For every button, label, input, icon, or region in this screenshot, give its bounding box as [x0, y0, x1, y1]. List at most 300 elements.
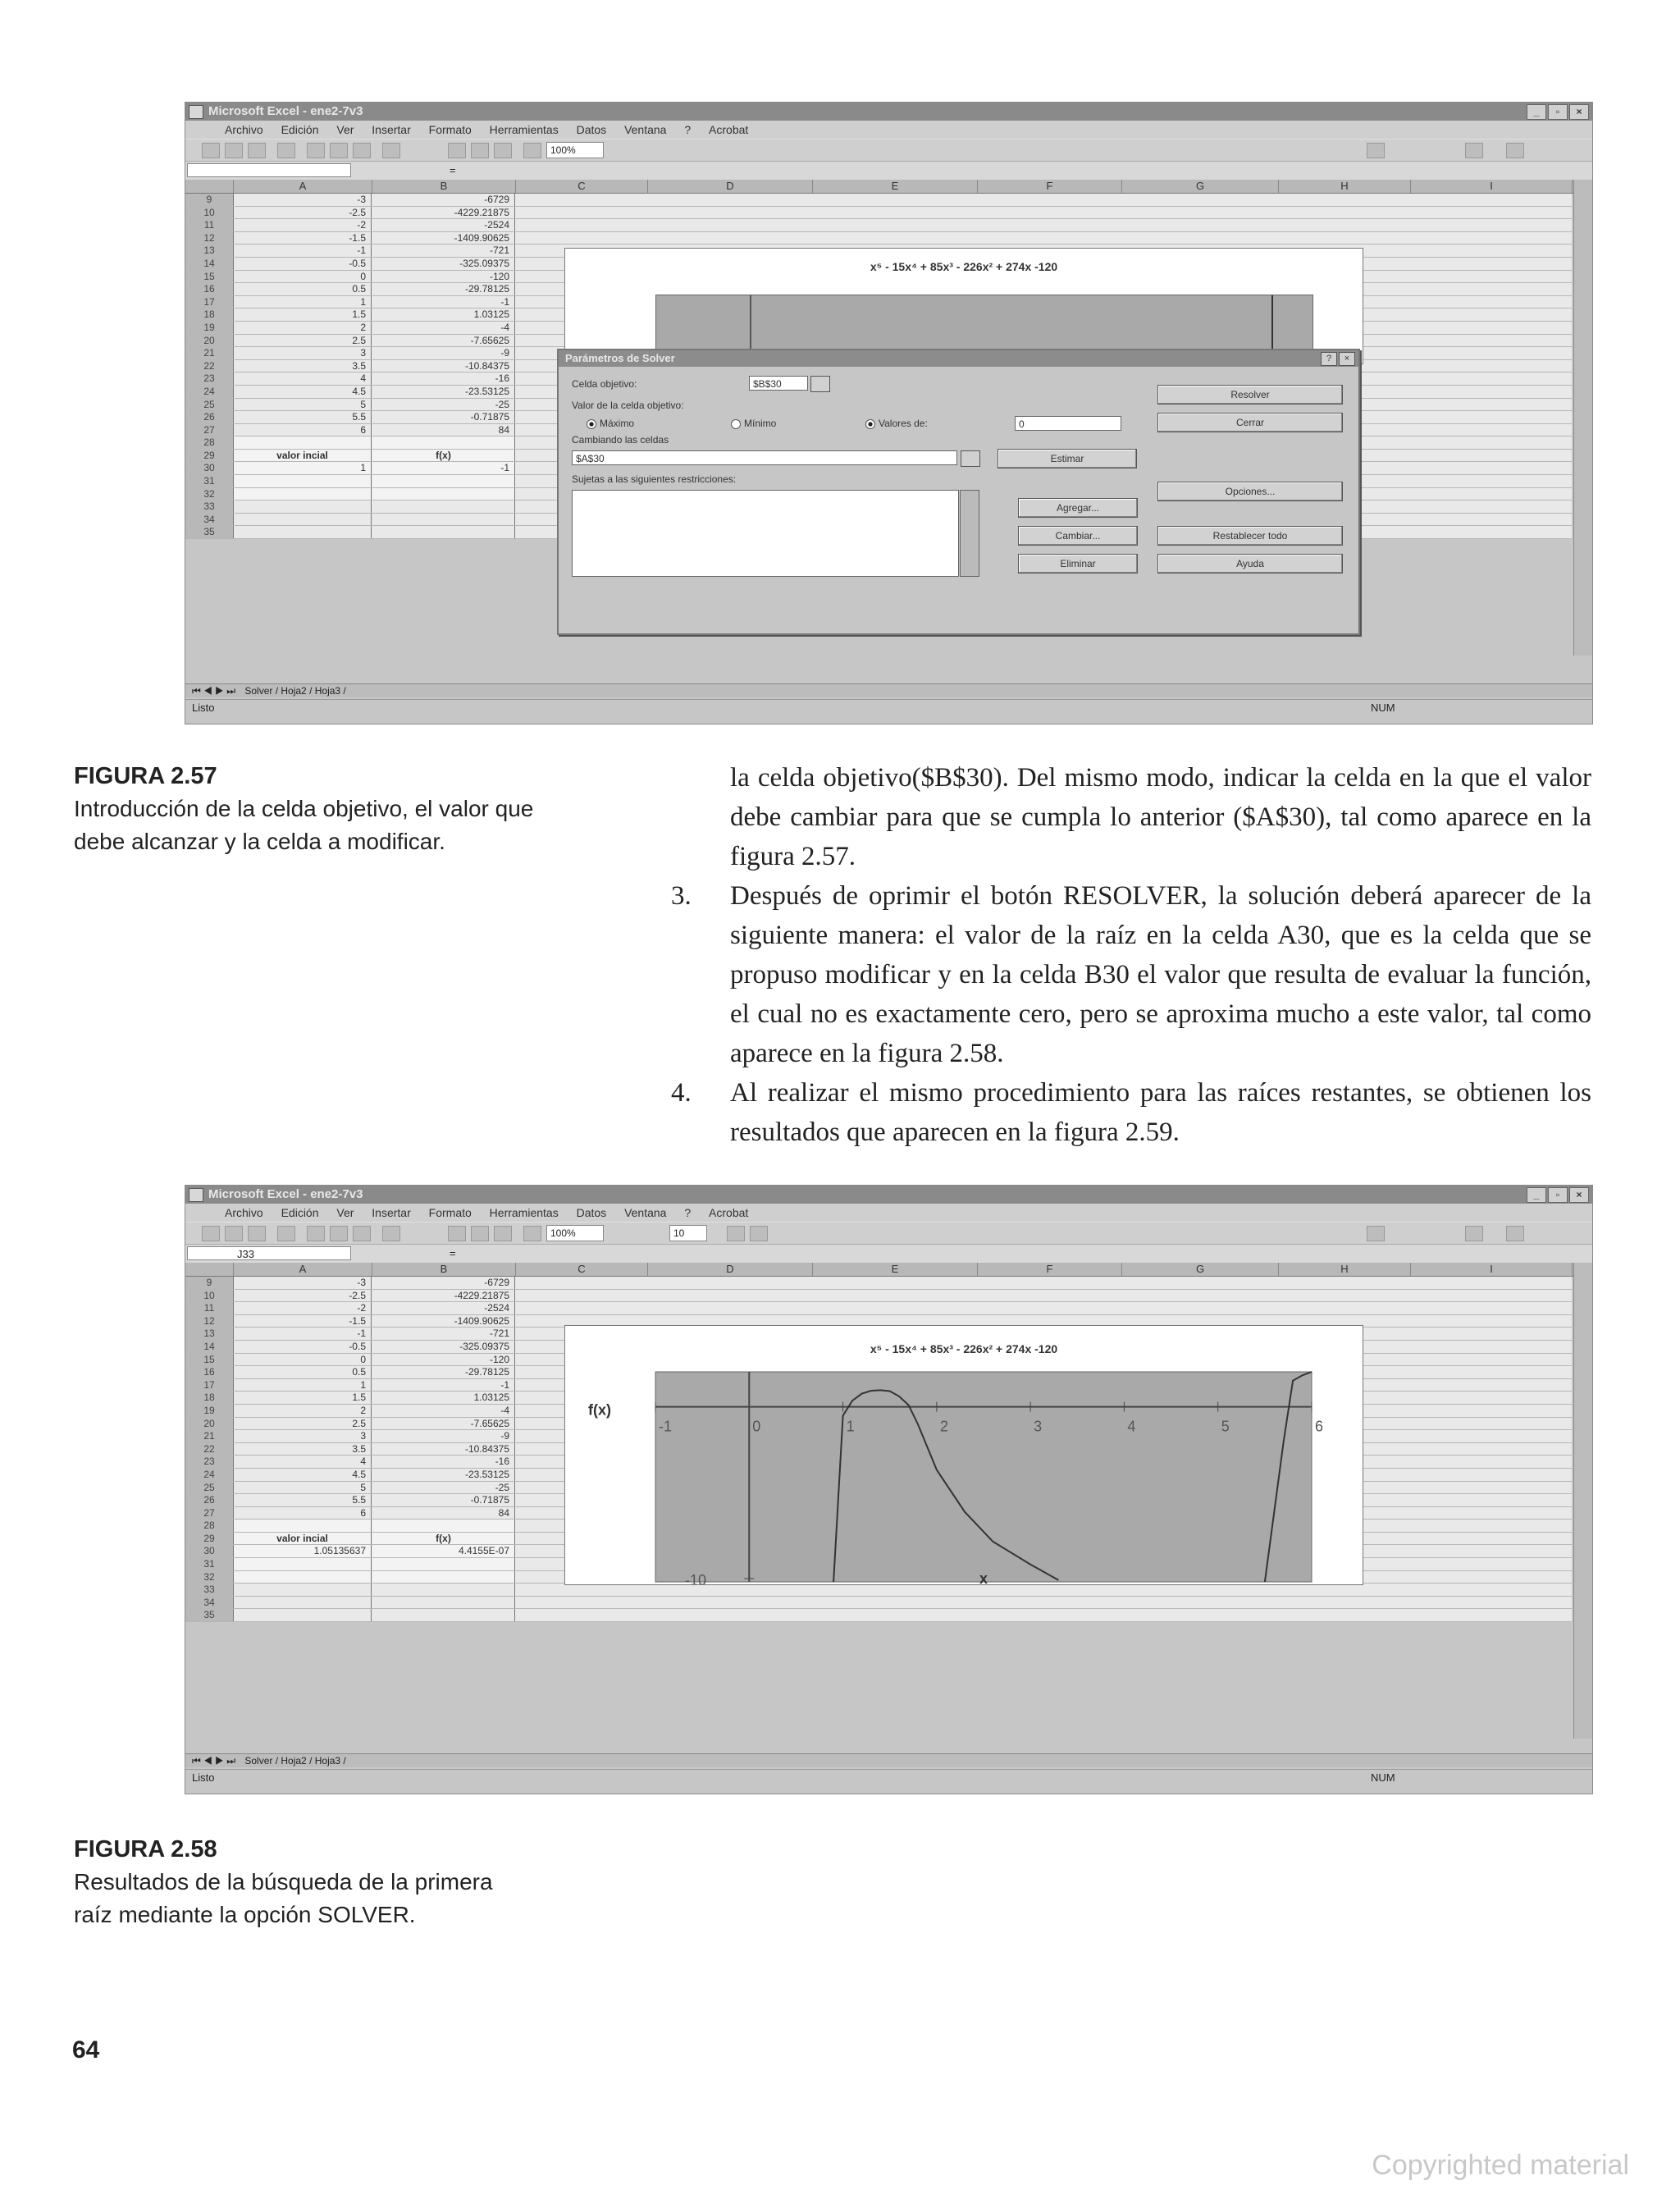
- cell-a[interactable]: 5: [234, 1482, 372, 1494]
- row-header[interactable]: 12: [185, 232, 234, 245]
- cell-a[interactable]: [234, 1520, 372, 1532]
- menu-acrobat[interactable]: Acrobat: [709, 1206, 749, 1219]
- minimize-icon[interactable]: _: [1527, 104, 1546, 120]
- cell-a[interactable]: 1.5: [234, 308, 372, 321]
- cell-b[interactable]: -9: [372, 1430, 515, 1442]
- open-icon[interactable]: [225, 1226, 243, 1241]
- sheet-tabs[interactable]: [185, 683, 1592, 697]
- column-header[interactable]: G: [1122, 180, 1279, 193]
- target-cell-input[interactable]: $B$30: [749, 376, 808, 391]
- cell-b[interactable]: -6729: [372, 1277, 515, 1289]
- excel-app-icon: [189, 1188, 203, 1202]
- cell-b[interactable]: -1: [372, 462, 515, 474]
- ayuda-button[interactable]: Ayuda: [1157, 554, 1343, 574]
- row-header[interactable]: 16: [185, 283, 234, 295]
- menu-insertar[interactable]: Insertar: [372, 123, 411, 136]
- cell-a[interactable]: 3.5: [234, 360, 372, 372]
- row-header[interactable]: 28: [185, 1520, 234, 1532]
- cell-b[interactable]: -4: [372, 1405, 515, 1417]
- column-header[interactable]: D: [648, 180, 813, 193]
- row-header[interactable]: 18: [185, 308, 234, 321]
- row-header[interactable]: 32: [185, 1571, 234, 1584]
- decimal-icon[interactable]: [1367, 1226, 1385, 1241]
- open-icon[interactable]: [225, 143, 243, 158]
- cell-b[interactable]: -10.84375: [372, 1443, 515, 1456]
- column-header[interactable]: E: [813, 180, 978, 193]
- vertical-scrollbar[interactable]: [1573, 1263, 1592, 1739]
- cell-a[interactable]: 3: [234, 347, 372, 359]
- menu-herramientas[interactable]: Herramientas: [489, 123, 559, 136]
- cell-b[interactable]: -16: [372, 372, 515, 385]
- cell-a[interactable]: 1.5: [234, 1392, 372, 1404]
- copy-icon[interactable]: [330, 1226, 348, 1241]
- row-header[interactable]: 21: [185, 347, 234, 359]
- collapse-dialog-icon[interactable]: [810, 376, 830, 392]
- cell-a[interactable]: 1: [234, 296, 372, 308]
- cell-a[interactable]: -0.5: [234, 1341, 372, 1353]
- italic-icon[interactable]: [750, 1226, 768, 1241]
- select-all-corner[interactable]: [185, 1263, 234, 1276]
- column-header[interactable]: C: [516, 1263, 648, 1276]
- cell-b[interactable]: f(x): [372, 450, 515, 462]
- column-header[interactable]: H: [1279, 180, 1411, 193]
- close-icon[interactable]: ×: [1569, 104, 1589, 120]
- constraints-label: Sujetas a las siguientes restricciones:: [572, 473, 737, 485]
- chart-wizard-icon[interactable]: [523, 1226, 541, 1241]
- cell-a[interactable]: -1.5: [234, 1315, 372, 1328]
- changing-cells-label: Cambiando las celdas: [572, 434, 669, 446]
- row-header[interactable]: 30: [185, 1545, 234, 1557]
- figure-caption: Resultados de la búsqueda de la primera raíz mediante la opción SOLVER.: [74, 1869, 493, 1927]
- cell-a[interactable]: 3.5: [234, 1443, 372, 1456]
- cell-b[interactable]: -29.78125: [372, 283, 515, 295]
- column-headers: [185, 1263, 1592, 1277]
- cell-b[interactable]: -1409.90625: [372, 1315, 515, 1328]
- cell-a[interactable]: [234, 514, 372, 526]
- opciones-button[interactable]: Opciones...: [1157, 482, 1343, 501]
- help-icon[interactable]: ?: [1321, 352, 1337, 366]
- cell-a[interactable]: -3: [234, 194, 372, 206]
- row-header[interactable]: 10: [185, 207, 234, 219]
- cell-b[interactable]: -1409.90625: [372, 232, 515, 245]
- row-header[interactable]: 23: [185, 372, 234, 385]
- cell-b[interactable]: [372, 488, 515, 500]
- sheet-tab-list[interactable]: Solver / Hoja2 / Hoja3 /: [244, 1755, 346, 1766]
- row-header[interactable]: 27: [185, 1507, 234, 1520]
- column-header[interactable]: I: [1411, 180, 1573, 193]
- column-header[interactable]: H: [1279, 1263, 1411, 1276]
- chart-title: x⁵ - 15x⁴ + 85x³ - 226x² + 274x -120: [870, 260, 1058, 273]
- cell-a[interactable]: 0: [234, 271, 372, 283]
- excel-screenshot-solver-result: [185, 1185, 1593, 1794]
- cell-b[interactable]: -7.65625: [372, 335, 515, 347]
- cell-a[interactable]: 2.5: [234, 1418, 372, 1430]
- figure-caption: Introducción de la celda objetivo, el valor que debe alcanzar y la celda a modificar.: [74, 796, 534, 854]
- cell-a[interactable]: 4.5: [234, 1469, 372, 1481]
- menu-formato[interactable]: Formato: [428, 123, 472, 136]
- row-header[interactable]: 25: [185, 1482, 234, 1494]
- row-header[interactable]: 31: [185, 475, 234, 487]
- cell-a[interactable]: -1: [234, 1328, 372, 1340]
- row-header[interactable]: 10: [185, 1290, 234, 1302]
- minimize-icon[interactable]: _: [1527, 1187, 1546, 1203]
- row-header[interactable]: 25: [185, 399, 234, 411]
- row-header[interactable]: 31: [185, 1558, 234, 1570]
- menu-ver[interactable]: Ver: [336, 123, 354, 136]
- row-header[interactable]: 15: [185, 271, 234, 283]
- menu-archivo[interactable]: Archivo: [225, 123, 263, 136]
- print-icon[interactable]: [277, 143, 295, 158]
- cell-a[interactable]: 6: [234, 1507, 372, 1520]
- row-header[interactable]: 19: [185, 1405, 234, 1417]
- cell-a[interactable]: 1.05135637: [234, 1545, 372, 1557]
- cell-a[interactable]: -2.5: [234, 1290, 372, 1302]
- row-header[interactable]: 9: [185, 194, 234, 206]
- cell-a[interactable]: 5: [234, 399, 372, 411]
- constraints-list[interactable]: [572, 490, 959, 577]
- menu-datos[interactable]: Datos: [576, 1206, 607, 1219]
- cell-b[interactable]: -325.09375: [372, 258, 515, 270]
- cell-b[interactable]: -23.53125: [372, 386, 515, 398]
- close-icon[interactable]: ×: [1339, 352, 1355, 366]
- cell-b[interactable]: -325.09375: [372, 1341, 515, 1353]
- new-icon[interactable]: [202, 143, 220, 158]
- column-header[interactable]: C: [516, 180, 648, 193]
- name-box[interactable]: [187, 163, 351, 177]
- menu-archivo[interactable]: Archivo: [225, 1206, 263, 1219]
- cell-b[interactable]: -4229.21875: [372, 1290, 515, 1302]
- vertical-scrollbar[interactable]: [1573, 180, 1592, 656]
- cut-icon[interactable]: [307, 1226, 325, 1241]
- cell-b[interactable]: [372, 1597, 515, 1609]
- cambiar-button[interactable]: Cambiar...: [1018, 526, 1138, 546]
- new-icon[interactable]: [202, 1226, 220, 1241]
- row-header[interactable]: 29: [185, 450, 234, 462]
- menu-ventana[interactable]: Ventana: [624, 1206, 667, 1219]
- row-header[interactable]: 34: [185, 1597, 234, 1609]
- menu-bar: [185, 121, 1592, 139]
- name-box[interactable]: J33: [187, 1246, 351, 1260]
- row-header[interactable]: 22: [185, 1443, 234, 1456]
- close-icon[interactable]: ×: [1569, 1187, 1589, 1203]
- row-header[interactable]: 21: [185, 1430, 234, 1442]
- cell-a[interactable]: [234, 1609, 372, 1621]
- sheet-tab-list[interactable]: Solver / Hoja2 / Hoja3 /: [244, 685, 346, 697]
- column-header[interactable]: B: [372, 180, 516, 193]
- cell-b[interactable]: -7.65625: [372, 1418, 515, 1430]
- cell-b[interactable]: -6729: [372, 194, 515, 206]
- row-header[interactable]: 11: [185, 219, 234, 231]
- restore-icon[interactable]: ▫: [1548, 104, 1568, 120]
- cell-a[interactable]: [234, 488, 372, 500]
- cell-b[interactable]: -120: [372, 271, 515, 283]
- cell-b[interactable]: 1.03125: [372, 308, 515, 321]
- cell-b[interactable]: [372, 526, 515, 538]
- cell-b[interactable]: f(x): [372, 1533, 515, 1545]
- column-header[interactable]: A: [234, 180, 372, 193]
- column-header[interactable]: F: [978, 1263, 1122, 1276]
- cell-b[interactable]: 4.4155E-07: [372, 1545, 515, 1557]
- collapse-dialog-icon[interactable]: [961, 450, 980, 467]
- column-header[interactable]: F: [978, 180, 1122, 193]
- function-icon[interactable]: [448, 143, 466, 158]
- cell-a[interactable]: 0.5: [234, 1366, 372, 1378]
- cell-b[interactable]: -120: [372, 1354, 515, 1366]
- decimal-icon[interactable]: [1367, 143, 1385, 158]
- select-all-corner[interactable]: [185, 180, 234, 193]
- menu-edicion[interactable]: Edición: [281, 123, 319, 136]
- tab-scroll-icon[interactable]: ⏮ ◀ ▶ ⏭: [192, 1755, 236, 1766]
- constraints-scrollbar[interactable]: [960, 490, 979, 577]
- menu-datos[interactable]: Datos: [576, 123, 607, 136]
- row-header[interactable]: 13: [185, 245, 234, 257]
- row-header[interactable]: 13: [185, 1328, 234, 1340]
- cerrar-button[interactable]: Cerrar: [1157, 413, 1343, 432]
- excel-screenshot-solver-dialog: [185, 102, 1593, 724]
- menu-formato[interactable]: Formato: [428, 1206, 472, 1219]
- menu-herramientas[interactable]: Herramientas: [489, 1206, 559, 1219]
- column-header[interactable]: I: [1411, 1263, 1573, 1276]
- cell-a[interactable]: [234, 475, 372, 487]
- table-row: [185, 207, 1572, 220]
- estimar-button[interactable]: Estimar: [998, 449, 1137, 468]
- menu-edicion[interactable]: Edición: [281, 1206, 319, 1219]
- list-item: Al realizar el mismo procedimiento para las raíces restantes, se obtienen los resultados que aparecen en la figura 2.59.: [730, 1078, 1591, 1147]
- cell-a[interactable]: [234, 1584, 372, 1596]
- row-header[interactable]: 14: [185, 1341, 234, 1353]
- restore-icon[interactable]: ▫: [1548, 1187, 1568, 1203]
- cell-b[interactable]: [372, 475, 515, 487]
- font-size-select[interactable]: 10: [669, 1225, 707, 1241]
- cell-b[interactable]: -721: [372, 1328, 515, 1340]
- row-header[interactable]: 15: [185, 1354, 234, 1366]
- cell-b[interactable]: [372, 1520, 515, 1532]
- fill-color-icon[interactable]: [1506, 143, 1524, 158]
- cell-a[interactable]: -2: [234, 219, 372, 231]
- cell-b[interactable]: [372, 1609, 515, 1621]
- row-header[interactable]: 28: [185, 436, 234, 449]
- borders-icon[interactable]: [1465, 1226, 1483, 1241]
- row-header[interactable]: 19: [185, 322, 234, 334]
- cell-b[interactable]: -2524: [372, 1302, 515, 1314]
- table-row: [185, 1584, 1572, 1597]
- menu-ventana[interactable]: Ventana: [624, 123, 667, 136]
- row-header[interactable]: 22: [185, 360, 234, 372]
- cell-b[interactable]: [372, 436, 515, 449]
- row-header[interactable]: 34: [185, 514, 234, 526]
- cell-b[interactable]: -25: [372, 1482, 515, 1494]
- row-header[interactable]: 26: [185, 411, 234, 423]
- value-of-input[interactable]: 0: [1015, 416, 1121, 431]
- fill-color-icon[interactable]: [1506, 1226, 1524, 1241]
- cell-b[interactable]: -0.71875: [372, 411, 515, 423]
- sort-desc-icon[interactable]: [494, 1226, 512, 1241]
- menu-acrobat[interactable]: Acrobat: [709, 123, 749, 136]
- cell-b[interactable]: -1: [372, 1379, 515, 1392]
- row-header[interactable]: 12: [185, 1315, 234, 1328]
- row-header[interactable]: 35: [185, 526, 234, 538]
- row-header[interactable]: 33: [185, 500, 234, 513]
- cell-a[interactable]: 1: [234, 1379, 372, 1392]
- cell-a[interactable]: -2: [234, 1302, 372, 1314]
- cell-a[interactable]: valor incial: [234, 450, 372, 462]
- column-header[interactable]: E: [813, 1263, 978, 1276]
- cell-b[interactable]: 84: [372, 424, 515, 436]
- bold-icon[interactable]: [727, 1226, 745, 1241]
- cell-b[interactable]: 84: [372, 1507, 515, 1520]
- row-header[interactable]: 20: [185, 1418, 234, 1430]
- save-icon[interactable]: [248, 1226, 266, 1241]
- cut-icon[interactable]: [307, 143, 325, 158]
- cell-a[interactable]: -0.5: [234, 258, 372, 270]
- borders-icon[interactable]: [1465, 143, 1483, 158]
- cell-b[interactable]: -10.84375: [372, 360, 515, 372]
- row-header[interactable]: 32: [185, 488, 234, 500]
- cell-b[interactable]: -29.78125: [372, 1366, 515, 1378]
- save-icon[interactable]: [248, 143, 266, 158]
- column-header[interactable]: D: [648, 1263, 813, 1276]
- row-header[interactable]: 30: [185, 462, 234, 474]
- cell-a[interactable]: -1: [234, 245, 372, 257]
- resolver-button[interactable]: Resolver: [1157, 385, 1343, 404]
- undo-icon[interactable]: [382, 1226, 400, 1241]
- paste-icon[interactable]: [353, 143, 371, 158]
- cell-a[interactable]: 2: [234, 322, 372, 334]
- sort-desc-icon[interactable]: [494, 143, 512, 158]
- formula-bar: [185, 161, 1592, 180]
- column-header[interactable]: G: [1122, 1263, 1279, 1276]
- zoom-select[interactable]: 100%: [546, 1225, 604, 1241]
- row-header[interactable]: 24: [185, 1469, 234, 1481]
- cell-a[interactable]: 4.5: [234, 386, 372, 398]
- print-icon[interactable]: [277, 1226, 295, 1241]
- cell-a[interactable]: [234, 436, 372, 449]
- column-header[interactable]: B: [372, 1263, 516, 1276]
- cell-b[interactable]: [372, 514, 515, 526]
- row-header[interactable]: 27: [185, 424, 234, 436]
- dialog-title: Parámetros de Solver: [559, 350, 1358, 367]
- embedded-chart[interactable]: [564, 248, 1363, 364]
- row-header[interactable]: 29: [185, 1533, 234, 1545]
- radio-valores-de[interactable]: Valores de:: [865, 418, 928, 429]
- row-header[interactable]: 9: [185, 1277, 234, 1289]
- cell-a[interactable]: 1: [234, 462, 372, 474]
- cell-b[interactable]: [372, 1584, 515, 1596]
- row-header[interactable]: 11: [185, 1302, 234, 1314]
- function-icon[interactable]: [448, 1226, 466, 1241]
- cell-b[interactable]: -4229.21875: [372, 207, 515, 219]
- sheet-tabs[interactable]: [185, 1753, 1592, 1767]
- menu-insertar[interactable]: Insertar: [372, 1206, 411, 1219]
- row-header[interactable]: 20: [185, 335, 234, 347]
- chart-wizard-icon[interactable]: [523, 143, 541, 158]
- cell-a[interactable]: 2.5: [234, 335, 372, 347]
- x-axis-label: x: [979, 1570, 988, 1584]
- row-header[interactable]: 26: [185, 1494, 234, 1506]
- row-header[interactable]: 24: [185, 386, 234, 398]
- cell-a[interactable]: -1.5: [234, 232, 372, 245]
- cell-a[interactable]: 5.5: [234, 411, 372, 423]
- cell-b[interactable]: [372, 1571, 515, 1584]
- zoom-select[interactable]: 100%: [546, 142, 604, 158]
- cell-b[interactable]: -25: [372, 399, 515, 411]
- copy-icon[interactable]: [330, 143, 348, 158]
- standard-toolbar: [185, 139, 1592, 161]
- row-header[interactable]: 17: [185, 296, 234, 308]
- cell-a[interactable]: 6: [234, 424, 372, 436]
- cell-b[interactable]: -2524: [372, 219, 515, 231]
- table-row: [185, 1302, 1572, 1315]
- sort-asc-icon[interactable]: [471, 143, 489, 158]
- cell-a[interactable]: 4: [234, 1456, 372, 1468]
- status-num: NUM: [1371, 1771, 1395, 1784]
- agregar-button[interactable]: Agregar...: [1018, 498, 1138, 518]
- cell-a[interactable]: 4: [234, 372, 372, 385]
- eliminar-button[interactable]: Eliminar: [1018, 554, 1138, 574]
- cell-a[interactable]: [234, 526, 372, 538]
- cell-b[interactable]: -4: [372, 322, 515, 334]
- radio-maximo[interactable]: Máximo: [587, 418, 634, 429]
- cell-a[interactable]: [234, 1558, 372, 1570]
- row-header[interactable]: 18: [185, 1392, 234, 1404]
- changing-cells-input[interactable]: $A$30: [572, 450, 957, 465]
- cell-a[interactable]: [234, 1571, 372, 1584]
- plot-area: [655, 1372, 1312, 1582]
- table-row: [185, 194, 1572, 207]
- cell-a[interactable]: [234, 1597, 372, 1609]
- sort-asc-icon[interactable]: [471, 1226, 489, 1241]
- cell-a[interactable]: -2.5: [234, 207, 372, 219]
- cell-a[interactable]: 5.5: [234, 1494, 372, 1506]
- row-header[interactable]: 17: [185, 1379, 234, 1392]
- radio-minimo[interactable]: Mínimo: [731, 418, 776, 429]
- cell-a[interactable]: [234, 500, 372, 513]
- undo-icon[interactable]: [382, 143, 400, 158]
- menu-ver[interactable]: Ver: [336, 1206, 354, 1219]
- menu-ayuda[interactable]: ?: [684, 1206, 692, 1219]
- solver-dialog: [557, 349, 1360, 635]
- row-header[interactable]: 14: [185, 258, 234, 270]
- restablecer-button[interactable]: Restablecer todo: [1157, 526, 1343, 546]
- cell-a[interactable]: -3: [234, 1277, 372, 1289]
- status-ready: Listo: [192, 702, 215, 714]
- column-header[interactable]: A: [234, 1263, 372, 1276]
- cell-a[interactable]: 3: [234, 1430, 372, 1442]
- cell-a[interactable]: valor incial: [234, 1533, 372, 1545]
- cell-b[interactable]: -23.53125: [372, 1469, 515, 1481]
- row-header[interactable]: 33: [185, 1584, 234, 1596]
- cell-b[interactable]: -9: [372, 347, 515, 359]
- embedded-chart[interactable]: [564, 1325, 1363, 1585]
- cell-b[interactable]: -721: [372, 245, 515, 257]
- cell-b[interactable]: -0.71875: [372, 1494, 515, 1506]
- cell-a[interactable]: 0: [234, 1354, 372, 1366]
- cell-b[interactable]: -16: [372, 1456, 515, 1468]
- tab-scroll-icon[interactable]: ⏮ ◀ ▶ ⏭: [192, 685, 236, 697]
- cell-b[interactable]: 1.03125: [372, 1392, 515, 1404]
- paste-icon[interactable]: [353, 1226, 371, 1241]
- window-title: Microsoft Excel - ene2-7v3: [208, 104, 363, 118]
- row-header[interactable]: 35: [185, 1609, 234, 1621]
- menu-ayuda[interactable]: ?: [684, 123, 692, 136]
- cell-a[interactable]: 0.5: [234, 283, 372, 295]
- row-header[interactable]: 16: [185, 1366, 234, 1378]
- cell-b[interactable]: [372, 1558, 515, 1570]
- row-header[interactable]: 23: [185, 1456, 234, 1468]
- cell-b[interactable]: [372, 500, 515, 513]
- cell-a[interactable]: 2: [234, 1405, 372, 1417]
- cell-b[interactable]: -1: [372, 296, 515, 308]
